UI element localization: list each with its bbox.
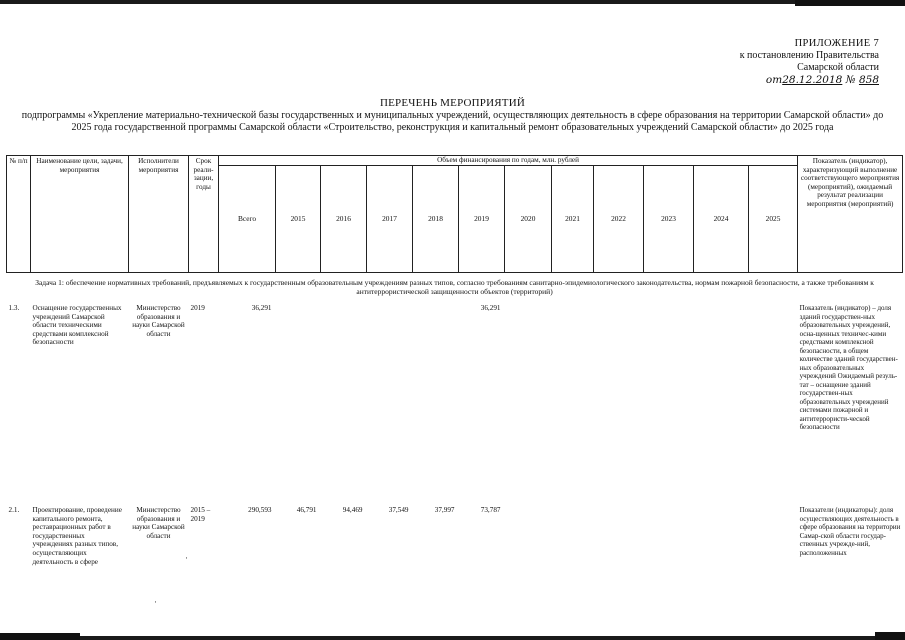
scan-top-edge <box>0 0 905 4</box>
row-year-value: 37,997 <box>434 506 455 514</box>
header-year: 2024 <box>694 166 749 273</box>
row-year-value <box>694 298 749 498</box>
annex-number-label: № <box>845 74 856 86</box>
row-year-value <box>594 498 644 567</box>
row-year-value <box>552 298 594 498</box>
row-year-value <box>552 498 594 567</box>
row-total: 36,291 <box>251 304 272 312</box>
header-year: 2019 <box>459 166 505 273</box>
row-year-value <box>413 298 459 498</box>
annex-title: ПРИЛОЖЕНИЕ 7 <box>794 38 879 49</box>
header-year: 2018 <box>413 166 459 273</box>
header-year: 2021 <box>552 166 594 273</box>
table-row <box>7 298 903 498</box>
row-year-value <box>644 498 694 567</box>
task-row <box>7 273 903 299</box>
row-year-value <box>749 298 798 498</box>
annex-block <box>740 38 879 86</box>
header-name: Наименование цели, задачи, мероприятия <box>31 156 129 273</box>
row-year-value <box>594 298 644 498</box>
header-year: 2016 <box>321 166 367 273</box>
row-name: Оснащение государственных учреждений Самарской области техническими средствами комплексной безопасности <box>32 304 122 347</box>
annex-line-3: Самарской области <box>797 62 879 73</box>
row-num: 2.1. <box>8 506 20 514</box>
row-year-value <box>644 298 694 498</box>
scan-top-right-edge <box>795 0 905 6</box>
row-total: 290,593 <box>248 506 272 514</box>
row-year-value: 94,469 <box>342 506 363 514</box>
document-title: ПЕРЕЧЕНЬ МЕРОПРИЯТИЙ <box>379 97 526 109</box>
table-row <box>7 498 903 567</box>
row-year-value: 36,291 <box>480 304 501 312</box>
row-year-value <box>276 298 321 498</box>
row-indicator: Показатели (индикаторы): доля осуществляющих деятельность в сфере образования на территории Самар-ской области государ-ственных учрежде-ний, расположенных <box>799 506 901 557</box>
header-num: № п/п <box>7 156 31 273</box>
row-term: 2015 – 2019 <box>190 506 211 523</box>
row-executor: Министерство образования и науки Самарской области <box>132 304 185 338</box>
header-term: Срок реали-зации, годы <box>189 156 219 273</box>
header-indicator: Показатель (индикатор), характеризующий выполнение соответствующего мероприятия (мероприятий), ожидаемый результат реализации мероприятия (мероприятий) <box>798 156 903 273</box>
row-executor: Министерство образования и науки Самарской области <box>132 506 185 540</box>
document-subtitle: подпрограммы «Укрепление материально-технической базы государственных и муниципальных учреждений, осуществляющих деятельность в сфере образования на территории Самарской области» до 2025 года государственной программы Самарской области «Строительство, реконструкция и капитальный ремонт образовательных учреждений Самарской области» до 2025 года <box>21 110 884 133</box>
row-indicator: Показатель (индикатор) – доля зданий государствен-ных образовательных учреждений, осна-щенных техничес-кими средствами комплексной безопасности, в общем количестве зданий государствен-ных образовательных учреждений Ожидаемый резуль-тат – оснащение зданий государствен-ных образовательных учреждений системами пожарной и антитеррористи-ческой безопасности <box>799 304 898 431</box>
measures-table <box>6 155 903 567</box>
scan-bottom-right-edge <box>875 632 905 640</box>
annex-number: 858 <box>858 74 879 86</box>
header-year: 2025 <box>749 166 798 273</box>
header-executor: Исполнители мероприятия <box>129 156 189 273</box>
scan-speck: · <box>185 553 188 563</box>
row-year-value <box>367 298 413 498</box>
annex-date: 28.12.2018 <box>782 74 843 86</box>
scan-bottom-edge <box>0 636 905 640</box>
row-year-value <box>749 498 798 567</box>
row-year-value <box>321 298 367 498</box>
annex-date-line <box>740 74 879 86</box>
scan-speck: · <box>154 597 157 607</box>
row-num: 1.3. <box>8 304 20 312</box>
row-year-value <box>505 298 552 498</box>
row-year-value <box>694 498 749 567</box>
annex-prefix-from: от <box>765 74 783 86</box>
row-term: 2019 <box>190 304 205 312</box>
row-year-value: 46,791 <box>296 506 317 514</box>
header-year: 2020 <box>505 166 552 273</box>
task-text: Задача 1: обеспечение нормативных требований, предъявляемых к государственным образовательным учреждениям разных типов, согласно требованиям санитарно-эпидемиологического законодательства, нормам пожарной безопасности, а также требованиям к антитеррористической защищенности объектов (территорий) <box>35 278 874 296</box>
header-year: 2022 <box>594 166 644 273</box>
header-year: 2015 <box>276 166 321 273</box>
row-year-value: 73,787 <box>480 506 501 514</box>
annex-line-2: к постановлению Правительства <box>739 50 879 61</box>
row-name: Проектирование, проведение капитального ремонта, реставрационных работ в государственных учреждениях разных типов, осуществляющих деятельность в сфере <box>32 506 122 566</box>
header-total: Всего <box>219 166 276 273</box>
header-year: 2017 <box>367 166 413 273</box>
header-financing: Объем финансирования по годам, млн. рублей <box>219 156 798 166</box>
scan-bottom-left-edge <box>0 633 80 640</box>
header-year: 2023 <box>644 166 694 273</box>
row-year-value <box>505 498 552 567</box>
row-year-value: 37,549 <box>388 506 409 514</box>
